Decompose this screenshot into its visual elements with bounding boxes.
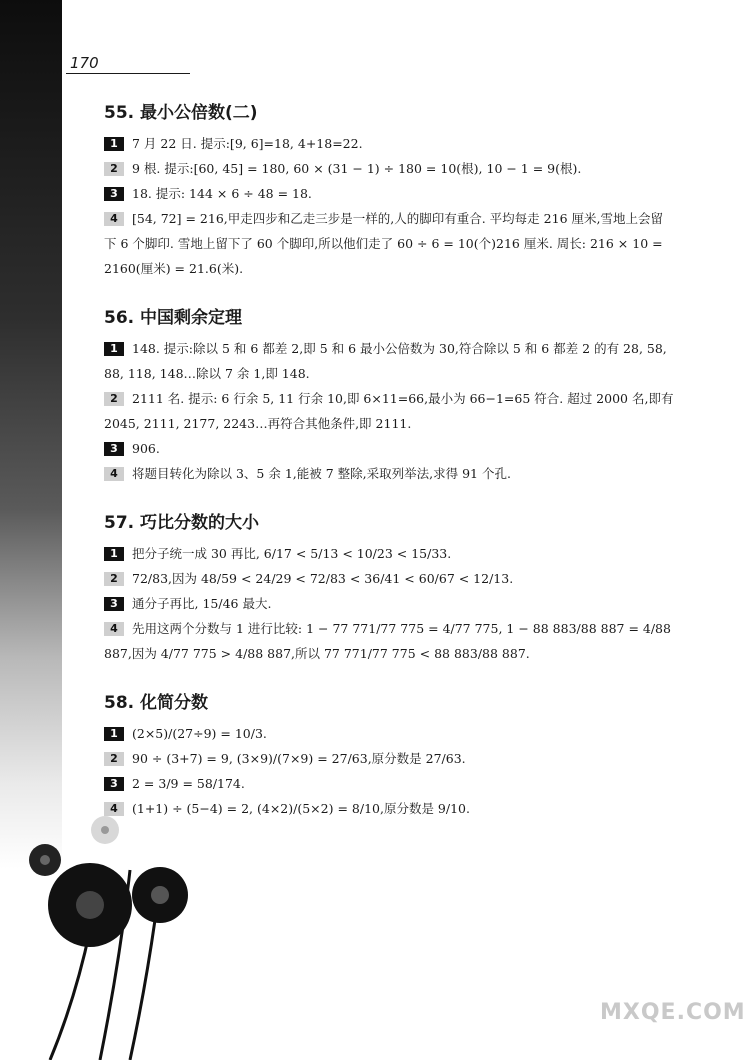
answer-item xyxy=(104,721,674,746)
answer-item xyxy=(104,206,674,281)
section-title: 55. 最小公倍数(二) xyxy=(104,103,258,123)
flower-large xyxy=(48,863,132,947)
answer-item xyxy=(104,771,674,796)
answer-text: 将题目转化为除以 3、5 余 1,能被 7 整除,采取列举法,求得 91 个孔. xyxy=(132,466,511,481)
answer-text: 7 月 22 日. 提示:[9, 6]=18, 4+18=22. xyxy=(132,136,363,151)
answer-item xyxy=(104,616,674,666)
answer-text: 18. 提示: 144 × 6 ÷ 48 = 18. xyxy=(132,186,312,201)
answer-item xyxy=(104,746,674,771)
answer-item xyxy=(104,591,674,616)
answer-text: 把分子统一成 30 再比, 6/17 < 5/13 < 10/23 < 15/33. xyxy=(132,546,452,561)
answer-text: (2×5)/(27÷9) = 10/3. xyxy=(132,726,267,741)
answer-item xyxy=(104,386,674,436)
page-number: 170 xyxy=(70,54,99,72)
flower-small xyxy=(29,844,61,876)
answer-text: 906. xyxy=(132,441,160,456)
answer-item xyxy=(104,131,674,156)
answer-item xyxy=(104,566,674,591)
section-title: 58. 化简分数 xyxy=(104,693,209,713)
item-number-badge: 3 xyxy=(104,187,124,201)
item-number-badge: 1 xyxy=(104,547,124,561)
answer-text: 2111 名. 提示: 6 行余 5, 11 行余 10,即 6×11=66,最小为 66−1=65 符合. 超过 2000 名,即有 2045, 2111, 2177, 2243…再符合其他条件,即 2111. xyxy=(104,391,674,431)
answer-text: 先用这两个分数与 1 进行比较: 1 − 77 771/77 775 = 4/77 775, 1 − 88 883/88 887 = 4/88 887,因为 4/77 775 > 4/88 887,所以 77 771/77 775 < 88 883/88 887. xyxy=(104,621,671,661)
answer-item xyxy=(104,336,674,386)
answer-item xyxy=(104,156,674,181)
item-number-badge: 3 xyxy=(104,442,124,456)
section-56 xyxy=(104,303,674,486)
answer-text: (1+1) ÷ (5−4) = 2, (4×2)/(5×2) = 8/10,原分数是 9/10. xyxy=(132,801,470,816)
item-number-badge: 1 xyxy=(104,137,124,151)
section-title: 57. 巧比分数的大小 xyxy=(104,513,260,533)
section-57 xyxy=(104,508,674,666)
flower-stem xyxy=(130,920,155,1060)
item-number-badge: 3 xyxy=(104,597,124,611)
item-number-badge: 4 xyxy=(104,212,124,226)
item-number-badge: 4 xyxy=(104,622,124,636)
answer-text: 148. 提示:除以 5 和 6 都差 2,即 5 和 6 最小公倍数为 30,符合除以 5 和 6 都差 2 的有 28, 58, 88, 118, 148…除以 7 余 1,即 148. xyxy=(104,341,667,381)
header-rule xyxy=(66,73,190,74)
answer-text: 90 ÷ (3+7) = 9, (3×9)/(7×9) = 27/63,原分数是 27/63. xyxy=(132,751,466,766)
flower-illustration xyxy=(20,810,220,1060)
answer-item xyxy=(104,436,674,461)
answer-item xyxy=(104,541,674,566)
section-58 xyxy=(104,688,674,821)
flower-stem xyxy=(50,930,90,1060)
flower-right xyxy=(132,867,188,923)
answer-item xyxy=(104,181,674,206)
flower-faded xyxy=(91,816,119,844)
item-number-badge: 2 xyxy=(104,752,124,766)
answer-text: 2 = 3/9 = 58/174. xyxy=(132,776,245,791)
item-number-badge: 2 xyxy=(104,162,124,176)
watermark: MXQE.COM xyxy=(600,1000,746,1025)
section-55 xyxy=(104,98,674,281)
section-title: 56. 中国剩余定理 xyxy=(104,308,243,328)
answer-text: 通分子再比, 15/46 最大. xyxy=(132,596,272,611)
answer-text: [54, 72] = 216,甲走四步和乙走三步是一样的,人的脚印有重合. 平均每走 216 厘米,雪地上会留下 6 个脚印. 雪地上留下了 60 个脚印,所以他们走了 60 ÷ 6 = 10(个)216 厘米. 周长: 216 × 10 = 2160(厘米) = 21.6(米). xyxy=(104,211,663,276)
item-number-badge: 1 xyxy=(104,727,124,741)
answer-text: 9 根. 提示:[60, 45] = 180, 60 × (31 − 1) ÷ 180 = 10(根), 10 − 1 = 9(根). xyxy=(132,161,582,176)
answer-text: 72/83,因为 48/59 < 24/29 < 72/83 < 36/41 < 60/67 < 12/13. xyxy=(132,571,514,586)
item-number-badge: 1 xyxy=(104,342,124,356)
item-number-badge: 3 xyxy=(104,777,124,791)
answer-content xyxy=(104,98,674,843)
answer-item xyxy=(104,461,674,486)
item-number-badge: 4 xyxy=(104,802,124,816)
item-number-badge: 4 xyxy=(104,467,124,481)
item-number-badge: 2 xyxy=(104,572,124,586)
item-number-badge: 2 xyxy=(104,392,124,406)
